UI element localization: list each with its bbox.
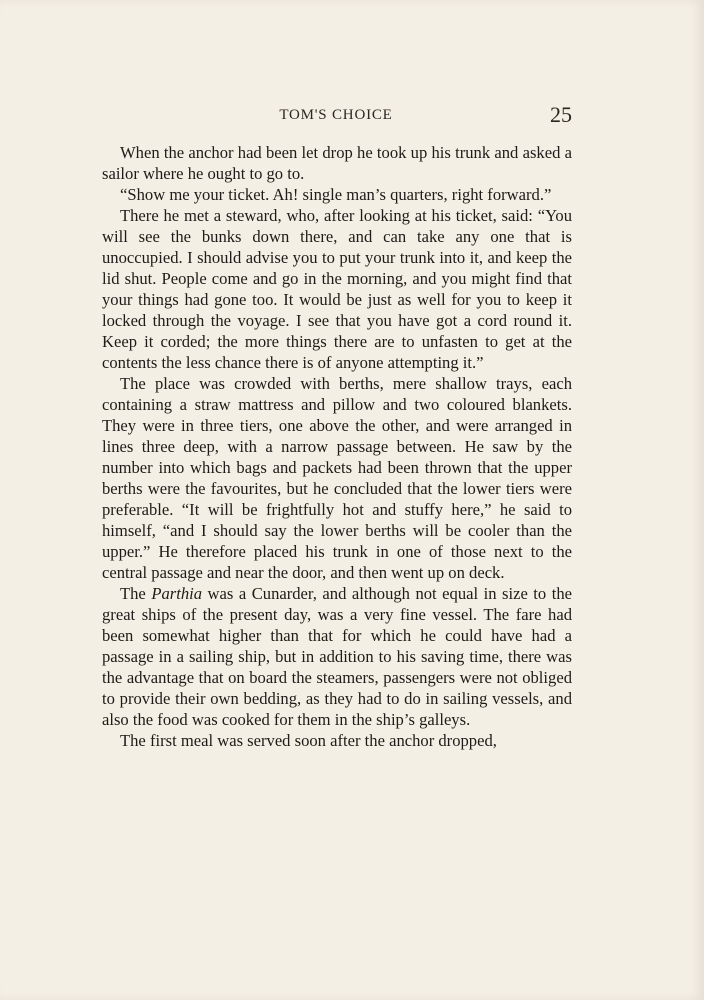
paragraph-5-prefix: The (120, 584, 152, 603)
paragraph-5 (102, 583, 572, 730)
page-number: 25 (550, 102, 572, 127)
paragraph-3: There he met a steward, who, after looking at his ticket, said: “You will see the bunks down there, and can take any one that is unoccupied. I should advise you to put your trunk into it, and keep the lid shut. People come and go in the morning, and you might find that your things had gone too. It would be just as well for you to keep it locked through the voyage. I see that you have got a cord round it. Keep it corded; the more things there are to unfasten to get at the contents the less chance there is of anyone attempting it.” (102, 206, 572, 372)
running-header (100, 103, 572, 129)
paragraph-2: “Show me your ticket. Ah! single man’s quarters, right forward.” (120, 185, 552, 204)
paragraph-4: The place was crowded with berths, mere shallow trays, each containing a straw mattress and pillow and two coloured blankets. They were in three tiers, one above the other, and were arranged in lines three deep, with a narrow passage between. He saw by the number into which bags and packets had been thrown that the upper berths were the favourites, but he concluded that the lower tiers were preferable. “It will be frightfully hot and stuffy here,” he said to himself, “and I should say the lower berths will be cooler than the upper.” He therefore placed his trunk in one of those next to the central passage and near the door, and then went up on deck. (102, 374, 572, 582)
ship-name: Parthia (151, 584, 203, 603)
chapter-title: TOM'S CHOICE (279, 107, 393, 123)
paragraph-5-suffix: was a Cunarder, and although not equal in size to the great ships of the present day, was a very fine vessel. The fare had been somewhat higher than that for which he could have had a passage in a sailing ship, but in addition to his saving time, there was the advantage that on board the steamers, passengers were not obliged to provide their own bedding, as they had to do in sailing vessels, and also the food was cooked for them in the ship’s galleys. (102, 584, 572, 729)
paragraph-1: When the anchor had been let drop he took up his trunk and asked a sailor where he ought to go to. (102, 143, 572, 183)
paragraph-6: The first meal was served soon after the anchor dropped, (120, 731, 497, 750)
body-text (102, 142, 572, 751)
